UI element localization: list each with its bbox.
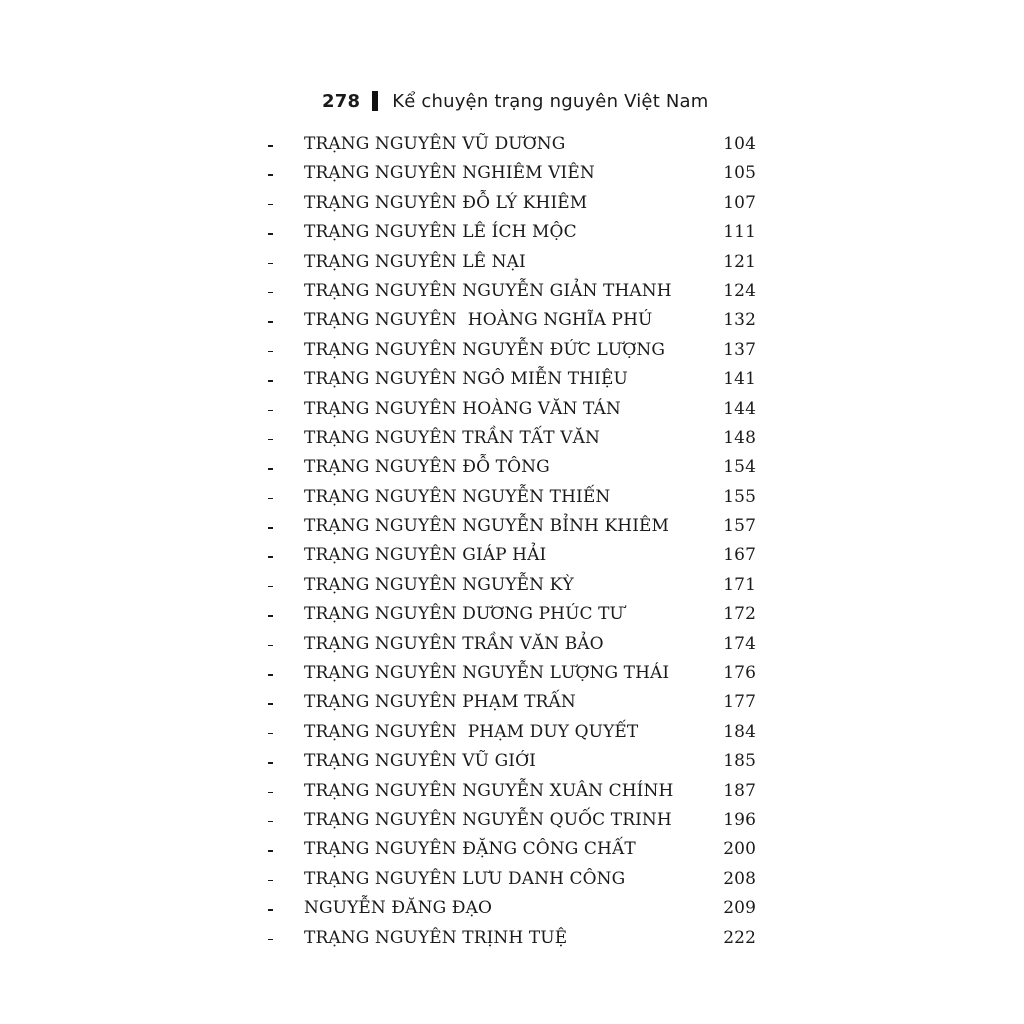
toc-entry xyxy=(0,865,1024,894)
toc-entry-title: TRẠNG NGUYÊN GIÁP HẢI xyxy=(304,545,547,566)
toc-entry-page: 104 xyxy=(723,134,756,154)
toc-entry xyxy=(0,512,1024,541)
toc-entry-page: 174 xyxy=(723,633,756,654)
toc-entry-page: 172 xyxy=(723,604,756,625)
toc-entry xyxy=(0,630,1024,659)
toc-entry-title: TRẠNG NGUYÊN NGHIÊM VIÊN xyxy=(304,163,595,184)
toc-entry xyxy=(0,424,1024,453)
toc-entry xyxy=(0,365,1024,394)
toc-entry xyxy=(0,453,1024,482)
toc-entry-page: 157 xyxy=(723,516,756,537)
toc-entry-page: 176 xyxy=(723,663,756,684)
toc-entry-title: TRẠNG NGUYÊN NGUYỄN LƯỢNG THÁI xyxy=(304,663,670,684)
toc-entry xyxy=(0,718,1024,747)
toc-entry-page: 208 xyxy=(723,868,756,889)
toc-entry-title: TRẠNG NGUYÊN HOÀNG VĂN TÁN xyxy=(304,398,621,419)
toc-entry-title: TRẠNG NGUYÊN TRẦN VĂN BẢO xyxy=(304,633,604,654)
toc-entry-page: 184 xyxy=(723,721,756,742)
toc-entry-page: 155 xyxy=(723,486,756,507)
toc-entry-page: 105 xyxy=(723,163,756,184)
toc-entry-title: TRẠNG NGUYÊN NGUYỄN THIẾN xyxy=(304,486,611,507)
toc-entry xyxy=(0,777,1024,806)
toc-entry xyxy=(0,395,1024,424)
toc-entry xyxy=(0,747,1024,776)
header-divider-bar xyxy=(372,91,378,111)
toc-entry-title: TRẠNG NGUYÊN NGUYỄN GIẢN THANH xyxy=(304,280,672,301)
toc-entry-page: 137 xyxy=(723,339,756,360)
toc-entry-title: TRẠNG NGUYÊN PHẠM TRẤN xyxy=(304,692,576,713)
toc-entry xyxy=(0,248,1024,277)
toc-entry-title: TRẠNG NGUYÊN HOÀNG NGHĨA PHÚ xyxy=(304,310,653,331)
toc-entry xyxy=(0,218,1024,247)
toc-entry xyxy=(0,688,1024,717)
page-number: 278 xyxy=(322,90,361,112)
toc-entry xyxy=(0,835,1024,864)
toc-entry-page: 121 xyxy=(723,251,756,272)
toc-entry xyxy=(0,924,1024,953)
toc-entry-title: TRẠNG NGUYÊN NGUYỄN XUÂN CHÍNH xyxy=(304,780,674,801)
toc-entry-page: 209 xyxy=(723,898,756,919)
toc-entry-title: TRẠNG NGUYÊN NGUYỄN QUỐC TRINH xyxy=(304,809,672,830)
toc-entry-title: TRẠNG NGUYÊN LƯU DANH CÔNG xyxy=(304,868,626,889)
toc-entry xyxy=(0,159,1024,188)
toc-entry-page: 177 xyxy=(723,692,756,713)
toc-entry-page: 141 xyxy=(723,369,756,390)
toc-entry-title: TRẠNG NGUYÊN ĐỖ TÔNG xyxy=(304,457,550,478)
toc-entry xyxy=(0,541,1024,570)
toc-entry xyxy=(0,130,1024,159)
toc-entry-page: 167 xyxy=(723,545,756,566)
toc-entry-title: TRẠNG NGUYÊN ĐỖ LÝ KHIÊM xyxy=(304,192,588,213)
toc-entry xyxy=(0,600,1024,629)
toc-entry-title: TRẠNG NGUYÊN NGUYỄN BỈNH KHIÊM xyxy=(304,516,670,537)
toc-entry-title: TRẠNG NGUYÊN LÊ ÍCH MỘC xyxy=(304,222,577,243)
toc-entry-page: 144 xyxy=(723,398,756,419)
toc-entry-page: 154 xyxy=(723,457,756,478)
toc-entry-page: 187 xyxy=(723,780,756,801)
toc-entry-page: 148 xyxy=(723,427,756,448)
toc-entry-page: 185 xyxy=(723,751,756,772)
toc-entry-title: TRẠNG NGUYÊN DƯƠNG PHÚC TƯ xyxy=(304,604,624,625)
toc-entry-page: 196 xyxy=(723,809,756,830)
toc-entry-page: 200 xyxy=(723,839,756,860)
toc-entry-title: NGUYỄN ĐĂNG ĐẠO xyxy=(304,898,492,919)
toc-entry xyxy=(0,189,1024,218)
toc-entry-page: 132 xyxy=(723,310,756,331)
table-of-contents xyxy=(0,130,1024,953)
toc-entry xyxy=(0,659,1024,688)
toc-entry-page: 111 xyxy=(723,222,756,243)
toc-entry-page: 171 xyxy=(723,574,756,595)
toc-entry-title: TRẠNG NGUYÊN NGÔ MIỄN THIỆU xyxy=(304,369,628,390)
running-header xyxy=(322,86,709,116)
book-title: Kể chuyện trạng nguyên Việt Nam xyxy=(392,90,709,112)
toc-entry-title: TRẠNG NGUYÊN VŨ GIỚI xyxy=(304,751,536,772)
toc-entry xyxy=(0,306,1024,335)
toc-entry-title: TRẠNG NGUYÊN NGUYỄN ĐỨC LƯỢNG xyxy=(304,339,666,360)
toc-entry xyxy=(0,483,1024,512)
toc-entry-page: 107 xyxy=(723,192,756,213)
toc-entry xyxy=(0,894,1024,923)
toc-entry-title: TRẠNG NGUYÊN LÊ NẠI xyxy=(304,251,526,272)
toc-entry xyxy=(0,336,1024,365)
toc-entry-page: 222 xyxy=(723,927,756,948)
toc-entry xyxy=(0,571,1024,600)
toc-entry-title: TRẠNG NGUYÊN TRỊNH TUỆ xyxy=(304,927,568,948)
toc-entry-title: TRẠNG NGUYÊN VŨ DƯƠNG xyxy=(304,134,566,154)
toc-entry-title: TRẠNG NGUYÊN NGUYỄN KỲ xyxy=(304,574,574,595)
toc-entry xyxy=(0,806,1024,835)
toc-entry-title: TRẠNG NGUYÊN PHẠM DUY QUYẾT xyxy=(304,721,639,742)
toc-entry-title: TRẠNG NGUYÊN ĐẶNG CÔNG CHẤT xyxy=(304,839,636,860)
toc-entry xyxy=(0,277,1024,306)
toc-entry-page: 124 xyxy=(723,280,756,301)
toc-entry-title: TRẠNG NGUYÊN TRẦN TẤT VĂN xyxy=(304,427,600,448)
